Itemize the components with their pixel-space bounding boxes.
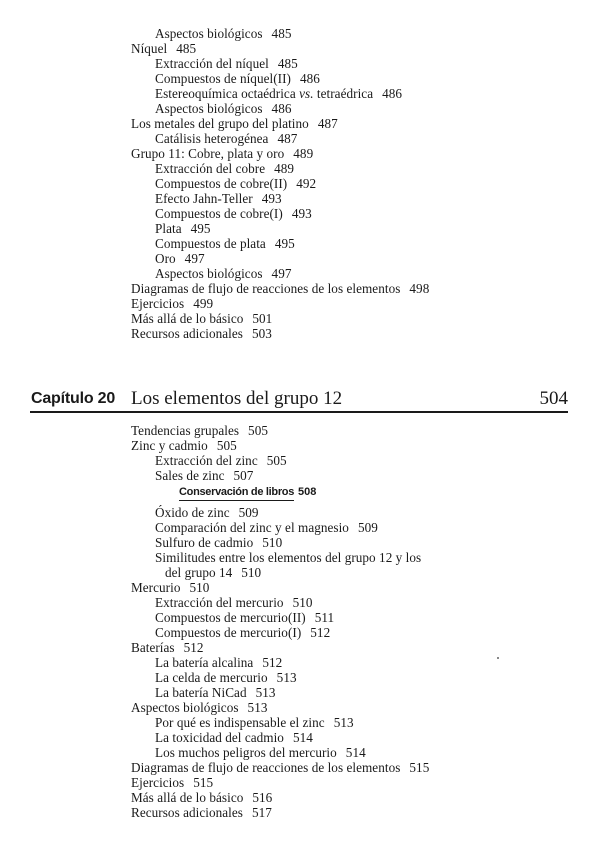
- toc-entry: Aspectos biológicos 497: [155, 266, 292, 281]
- toc-entry: Oro 497: [155, 251, 205, 266]
- chapter-label: Capítulo 20: [31, 390, 116, 407]
- toc-entry: Níquel 485: [131, 41, 197, 56]
- toc-entry: La batería alcalina 512: [155, 655, 283, 670]
- toc-entry: Compuestos de plata 495: [155, 236, 295, 251]
- toc-entry: Sulfuro de cadmio 510: [155, 535, 283, 550]
- toc-entry: Aspectos biológicos 513: [131, 700, 268, 715]
- toc-entry: Estereoquímica octaédrica vs. tetraédrica 486: [155, 86, 403, 101]
- chapter-rule: [30, 411, 568, 413]
- toc-entry: Catálisis heterogénea 487: [155, 131, 298, 146]
- toc-entry: Ejercicios 499: [131, 296, 214, 311]
- toc-entry: Comparación del zinc y el magnesio 509: [155, 520, 378, 535]
- toc-entry: Extracción del zinc 505: [155, 453, 287, 468]
- toc-entry: Compuestos de cobre(II) 492: [155, 176, 317, 191]
- toc-entry: Compuestos de mercurio(I) 512: [155, 625, 331, 640]
- boxed-feature-title: Conservación de libros: [179, 486, 294, 501]
- toc-entry: Similitudes entre los elementos del grupo 12 y los: [155, 550, 422, 565]
- toc-entry: Más allá de lo básico 501: [131, 311, 273, 326]
- toc-entry: Aspectos biológicos 486: [155, 101, 292, 116]
- toc-entry: Más allá de lo básico 516: [131, 790, 273, 805]
- toc-entry: Sales de zinc 507: [155, 468, 254, 483]
- toc-entry: Tendencias grupales 505: [131, 423, 268, 438]
- toc-entry: Mercurio 510: [131, 580, 210, 595]
- toc-entry: Extracción del níquel 485: [155, 56, 298, 71]
- scan-speck: [497, 657, 499, 659]
- toc-entry: Baterías 512: [131, 640, 204, 655]
- chapter-page: 504: [539, 388, 568, 409]
- toc-entry: Los muchos peligros del mercurio 514: [155, 745, 366, 760]
- toc-entry: Plata 495: [155, 221, 211, 236]
- toc-entry: La batería NiCad 513: [155, 685, 276, 700]
- toc-entry: Zinc y cadmio 505: [131, 438, 237, 453]
- boxed-feature-page: 508: [298, 486, 317, 498]
- toc-entry: Diagramas de flujo de reacciones de los elementos 498: [131, 281, 430, 296]
- toc-entry: Diagramas de flujo de reacciones de los elementos 515: [131, 760, 430, 775]
- toc-entry: Efecto Jahn-Teller 493: [155, 191, 282, 206]
- toc-entry: Compuestos de cobre(I) 493: [155, 206, 312, 221]
- toc-entry: Recursos adicionales 503: [131, 326, 272, 341]
- boxed-feature-entry: [179, 486, 316, 501]
- toc-entry: Extracción del cobre 489: [155, 161, 295, 176]
- toc-entry: del grupo 14 510: [165, 565, 262, 580]
- toc-entry: Los metales del grupo del platino 487: [131, 116, 338, 131]
- toc-entry: Compuestos de níquel(II) 486: [155, 71, 320, 86]
- toc-entry: Compuestos de mercurio(II) 511: [155, 610, 335, 625]
- toc-entry: Grupo 11: Cobre, plata y oro 489: [131, 146, 314, 161]
- toc-entry: Aspectos biológicos 485: [155, 26, 292, 41]
- toc-entry: Óxido de zinc 509: [155, 505, 259, 520]
- toc-entry: La celda de mercurio 513: [155, 670, 297, 685]
- toc-entry: Extracción del mercurio 510: [155, 595, 313, 610]
- toc-entry: Recursos adicionales 517: [131, 805, 272, 820]
- toc-entry: La toxicidad del cadmio 514: [155, 730, 313, 745]
- chapter-title: Los elementos del grupo 12: [131, 388, 343, 409]
- toc-entry: Ejercicios 515: [131, 775, 214, 790]
- toc-entry: Por qué es indispensable el zinc 513: [155, 715, 354, 730]
